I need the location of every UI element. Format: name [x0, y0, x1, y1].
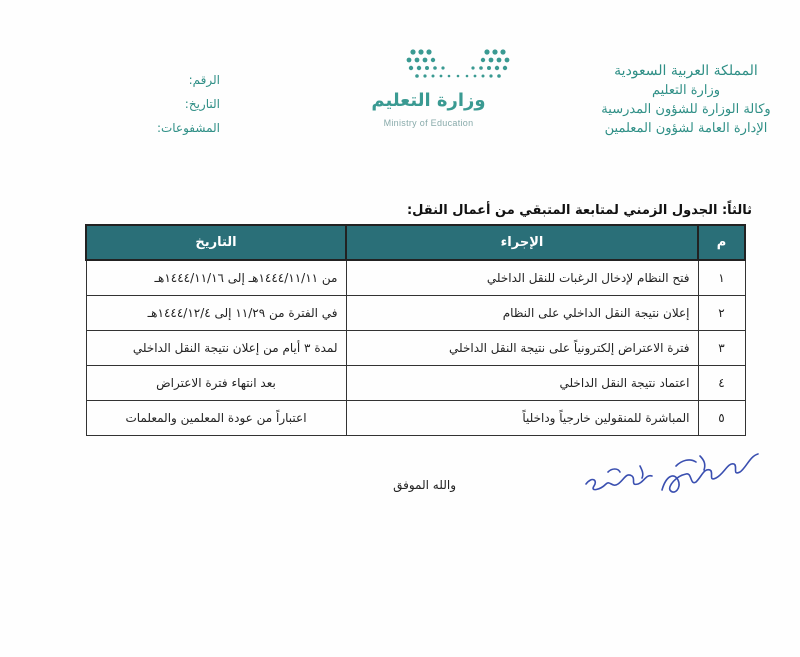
- number-field-label: الرقم:: [188, 73, 220, 87]
- table-header-row: [86, 225, 745, 260]
- logo-dots-icon: [403, 46, 513, 86]
- header-date: التاريخ: [86, 225, 346, 260]
- letterhead-right: [586, 62, 786, 138]
- section-title: ثالثاً: الجدول الزمني لمتابعة المتبقي من أعمال النقل:: [406, 203, 752, 218]
- letterhead-agency: وكالة الوزارة للشؤون المدرسية: [601, 102, 771, 117]
- row-num: ٥: [698, 401, 745, 436]
- ministry-logo: [345, 40, 520, 135]
- row-date: لمدة ٣ أيام من إعلان نتيجة النقل الداخلي: [86, 331, 346, 366]
- letterhead-department: الإدارة العامة لشؤون المعلمين: [604, 121, 768, 136]
- row-procedure: إعلان نتيجة النقل الداخلي على النظام: [346, 296, 698, 331]
- row-num: ١: [698, 260, 745, 296]
- row-date: بعد انتهاء فترة الاعتراض: [86, 366, 346, 401]
- table-row: [86, 366, 745, 401]
- letterhead-fields: [140, 68, 220, 140]
- row-date: اعتباراً من عودة المعلمين والمعلمات: [86, 401, 346, 436]
- attachments-field-label: المشفوعات:: [156, 121, 220, 135]
- table-row: [86, 331, 745, 366]
- header-num: م: [698, 225, 745, 260]
- row-date: من ١٤٤٤/١١/١١هـ إلى ١٤٤٤/١١/١٦هـ: [86, 260, 346, 296]
- date-field-label: التاريخ:: [184, 97, 220, 111]
- signature: [578, 446, 768, 506]
- row-procedure: اعتماد نتيجة النقل الداخلي: [346, 366, 698, 401]
- row-date: في الفترة من ١١/٢٩ إلى ١٤٤٤/١٢/٤هـ: [86, 296, 346, 331]
- row-num: ٣: [698, 331, 745, 366]
- row-procedure: المباشرة للمنقولين خارجياً وداخلياً: [346, 401, 698, 436]
- row-num: ٢: [698, 296, 745, 331]
- table-row: [86, 260, 745, 296]
- table-row: [86, 296, 745, 331]
- closing-phrase: والله الموفق: [393, 478, 456, 492]
- logo-arabic-text: وزارة التعليم: [371, 90, 486, 111]
- letterhead-country: المملكة العربية السعودية: [614, 63, 758, 79]
- logo-english-text: Ministry of Education: [383, 118, 474, 128]
- row-num: ٤: [698, 366, 745, 401]
- schedule-table: [85, 224, 746, 436]
- letterhead-ministry: وزارة التعليم: [651, 83, 721, 98]
- row-procedure: فترة الاعتراض إلكترونياً على نتيجة النقل الداخلي: [346, 331, 698, 366]
- row-procedure: فتح النظام لإدخال الرغبات للنقل الداخلي: [346, 260, 698, 296]
- table-row: [86, 401, 745, 436]
- header-procedure: الإجراء: [346, 225, 698, 260]
